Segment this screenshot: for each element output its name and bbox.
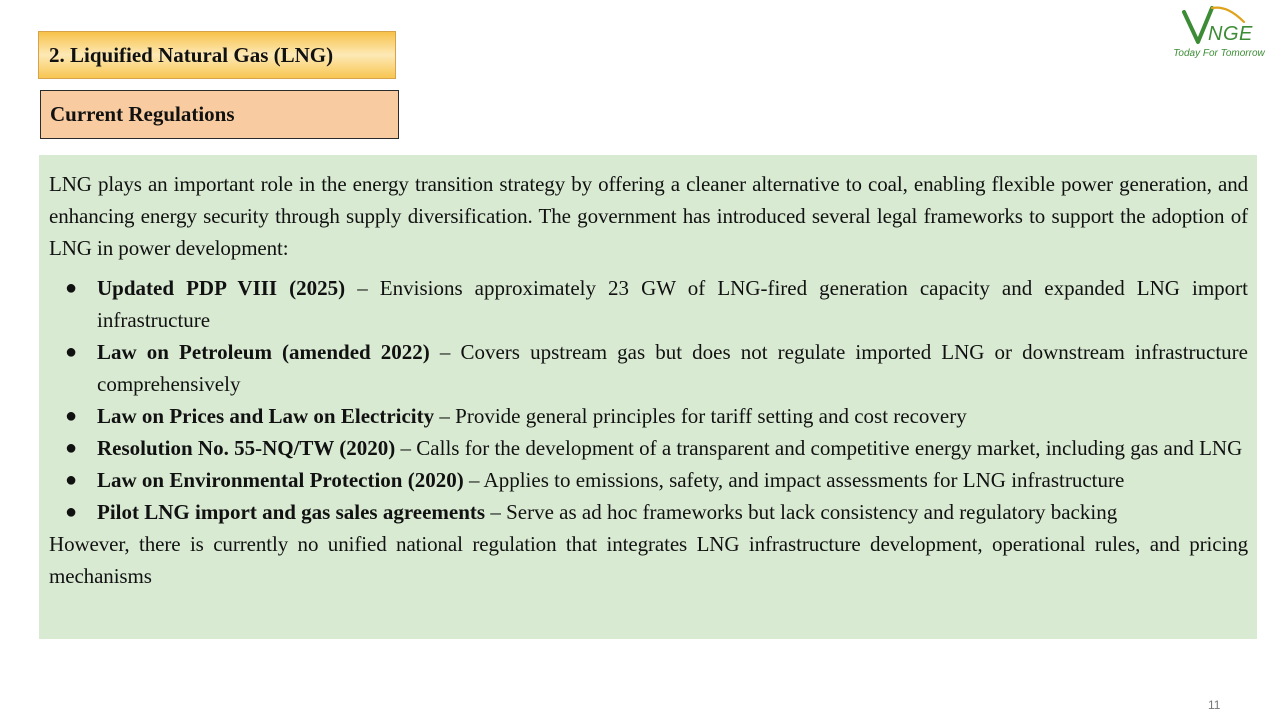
list-item	[49, 432, 1248, 464]
subsection-title: Current Regulations	[40, 90, 399, 139]
logo-tagline: Today For Tomorrow	[1173, 48, 1265, 59]
page-number: 11	[1208, 698, 1221, 712]
regulation-title: Updated PDP VIII (2025)	[97, 276, 346, 300]
bullet-icon: ●	[65, 341, 78, 363]
bullet-icon: ●	[65, 469, 78, 491]
list-item	[49, 400, 1248, 432]
list-item	[49, 464, 1248, 496]
regulation-description: – Serve as ad hoc frameworks but lack consistency and regulatory backing	[485, 500, 1118, 524]
regulations-list	[49, 272, 1248, 528]
bullet-icon: ●	[65, 405, 78, 427]
company-logo	[1160, 4, 1278, 64]
list-item	[49, 496, 1248, 528]
bullet-icon: ●	[65, 501, 78, 523]
regulation-title: Pilot LNG import and gas sales agreements	[97, 500, 486, 524]
section-title: 2. Liquified Natural Gas (LNG)	[38, 31, 396, 79]
list-item	[49, 272, 1248, 336]
intro-paragraph: LNG plays an important role in the energy transition strategy by offering a cleaner alternative to coal, enabling flexible power generation, and enhancing energy security through supply diversification. The government has introduced several legal frameworks to support the adoption of LNG in power development:	[49, 172, 1248, 260]
vnge-logo-icon	[1178, 4, 1268, 48]
regulation-title: Resolution No. 55-NQ/TW (2020)	[97, 436, 396, 460]
regulation-description: – Calls for the development of a transparent and competitive energy market, including gas and LNG	[395, 436, 1243, 460]
regulation-title: Law on Environmental Protection (2020)	[97, 468, 464, 492]
list-item	[49, 336, 1248, 400]
bullet-icon: ●	[65, 277, 78, 299]
regulations-content-box	[39, 155, 1257, 639]
regulation-description: – Provide general principles for tariff setting and cost recovery	[434, 404, 967, 428]
closing-paragraph: However, there is currently no unified national regulation that integrates LNG infrastructure development, operational rules, and pricing mechanisms	[49, 532, 1248, 588]
regulation-description: – Applies to emissions, safety, and impact assessments for LNG infrastructure	[463, 468, 1125, 492]
regulation-title: Law on Petroleum (amended 2022)	[97, 340, 430, 364]
regulation-description: – Envisions approximately 23 GW of LNG-fired generation capacity and expanded LNG import infrastructure	[97, 276, 1248, 332]
regulation-title: Law on Prices and Law on Electricity	[97, 404, 435, 428]
svg-text:NGE: NGE	[1208, 23, 1253, 45]
regulation-description: – Covers upstream gas but does not regulate imported LNG or downstream infrastructure comprehensively	[97, 340, 1248, 396]
bullet-icon: ●	[65, 437, 78, 459]
